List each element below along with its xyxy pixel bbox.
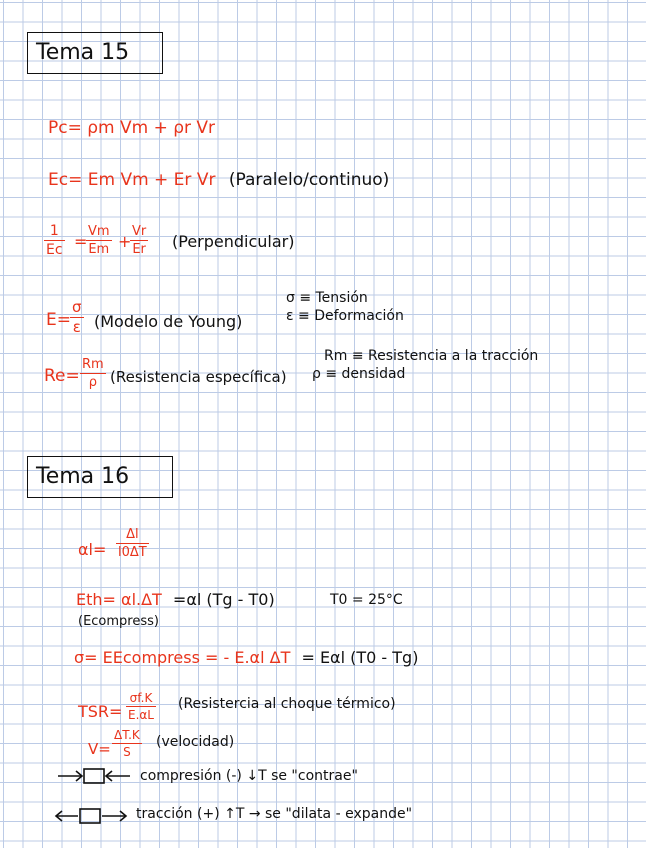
parallel-note: (Paralelo/continuo) [228, 170, 390, 190]
young-fraction: σ ε [72, 298, 82, 336]
perp-equals: = [74, 232, 88, 251]
compression-arrows-icon [58, 766, 134, 786]
tema15-title-box [27, 32, 163, 74]
t0-note: T0 = 25°C [330, 592, 403, 608]
re-lhs: Re= [44, 366, 80, 386]
epsilon-definition: ε ≡ Deformación [286, 308, 404, 324]
tema16-title-box [27, 456, 173, 498]
perp-term1-fraction: Vm Em [88, 224, 110, 257]
v-note: (velocidad) [156, 734, 235, 750]
parallel-equation: Ec= Em Vm + Er Vr [48, 170, 216, 190]
traction-text: tracción (+) ↑T → se "dilata - expande" [136, 806, 413, 822]
tsr-lhs: TSR= [78, 702, 123, 721]
young-lhs: E= [46, 310, 71, 330]
perp-plus: + [118, 232, 132, 251]
thermal-strain-formula [76, 590, 275, 609]
perp-note: (Perpendicular) [172, 232, 295, 251]
alpha-lhs: αl= [78, 540, 107, 559]
thermal-strain-black: =αl (Tg - T0) [172, 590, 275, 609]
re-fraction: Rm ρ [82, 357, 104, 390]
stress-formula [74, 648, 418, 667]
perp-term2-fraction: Vr Er [132, 224, 147, 257]
ecompress-note: (Ecompress) [78, 614, 159, 629]
tsr-note: (Resistercia al choque térmico) [178, 696, 396, 712]
compression-text: compresión (-) ↓T se "contrae" [140, 768, 358, 784]
thermal-strain-red: Eth= αl.ΔT [76, 590, 162, 609]
sigma-definition: σ ≡ Tensión [286, 290, 368, 306]
composite-modulus-parallel [48, 170, 389, 190]
stress-black: = Eαl (T0 - Tg) [301, 648, 419, 667]
stress-red: σ= EEcompress = - E.αl ΔT [74, 648, 291, 667]
traction-arrows-icon [56, 806, 132, 826]
re-note: (Resistencia específica) [110, 368, 287, 386]
tema15-title: Tema 15 [36, 40, 130, 65]
rho-definition: ρ ≡ densidad [312, 366, 406, 382]
alpha-fraction: Δl l0ΔT [118, 527, 147, 560]
v-lhs: V= [88, 740, 111, 758]
young-note: (Modelo de Young) [94, 312, 243, 331]
composite-density-formula: Pc= ρm Vm + ρr Vr [48, 118, 216, 138]
v-fraction: ΔT.K S [114, 728, 140, 759]
tema16-title: Tema 16 [36, 464, 130, 489]
tsr-fraction: σf.K E.αL [128, 691, 154, 722]
rm-definition: Rm ≡ Resistencia a la tracción [324, 348, 539, 364]
perp-lhs-fraction: 1 Ec [46, 223, 63, 258]
